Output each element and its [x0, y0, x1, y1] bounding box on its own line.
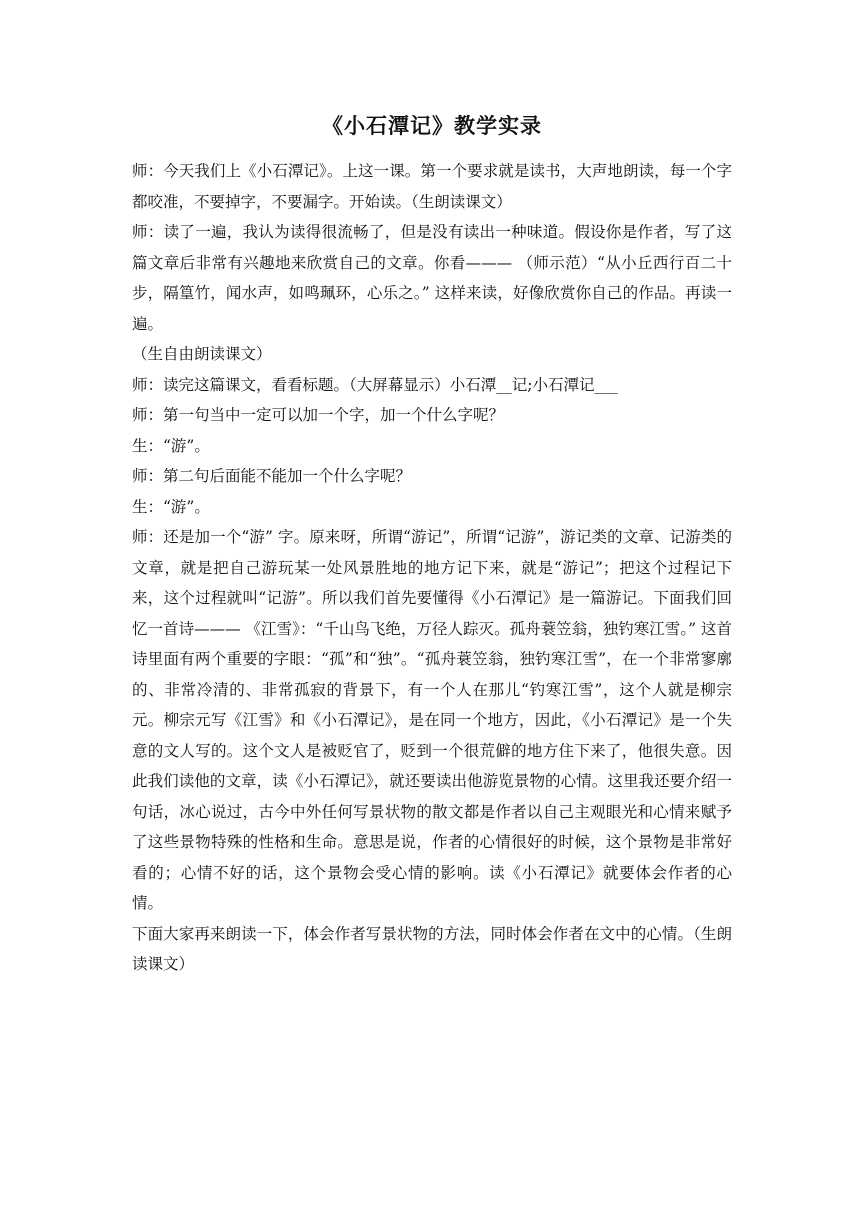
- paragraph-1: 师：今天我们上《小石潭记》。上这一课。第一个要求就是读书，大声地朗读，每一个字都咬准，不要掉字，不要漏字。开始读。（生朗读课文）: [132, 162, 732, 211]
- document-page: [132, 110, 732, 980]
- paragraph-3: （生自由朗读课文）: [132, 345, 272, 363]
- paragraph-7: 师：第二句后面能不能加一个什么字呢？: [132, 467, 412, 485]
- paragraph-9: 师：还是加一个“游” 字。原来呀，所谓“游记”，所谓“记游”，游记类的文章、记游类的文章，就是把自己游玩某一处风景胜地的地方记下来，就是“游记”；把这个过程记下来，这个过程就叫“记游”。所以我们首先要懂得《小石潭记》是一篇游记。下面我们回忆一首诗——— 《江雪》：“千山鸟飞绝，万径人踪灭。孤舟蓑笠翁，独钓寒江雪。” 这首诗里面有两个重要的字眼：“孤”和“独”。“孤舟蓑笠翁，独钓寒江雪”，在一个非常寥廓的、非常冷清的、非常孤寂的背景下，有一个人在那儿“钓寒江雪”，这个人就是柳宗元。柳宗元写《江雪》和《小石潭记》，是在同一个地方，因此，《小石潭记》是一个失意的文人写的。这个文人是被贬官了，贬到一个很荒僻的地方住下来了，他很失意。因此我们读他的文章，读《小石潭记》，就还要读出他游览景物的心情。这里我还要介绍一句话，冰心说过，古今中外任何写景状物的散文都是作者以自己主观眼光和心情来赋予了这些景物特殊的性格和生命。意思是说，作者的心情很好的时候，这个景物是非常好看的；心情不好的话，这个景物会受心情的影响。读《小石潭记》就要体会作者的心情。: [132, 528, 732, 912]
- paragraph-10: 下面大家再来朗读一下，体会作者写景状物的方法，同时体会作者在文中的心情。（生朗读课文）: [132, 924, 732, 973]
- paragraph-6: 生：“游”。: [132, 436, 210, 455]
- document-title: 《小石潭记》教学实录: [322, 113, 542, 138]
- paragraph-5: 师：第一句当中一定可以加一个字，加一个什么字呢？: [132, 406, 505, 424]
- paragraph-2: 师：读了一遍，我认为读得很流畅了，但是没有读出一种味道。假设你是作者，写了这篇文章后非常有兴趣地来欣赏自己的文章。你看——— （师示范）“从小丘西行百二十步，隔篁竹，闻水声，如鸣珮环，心乐之。” 这样来读，好像欣赏你自己的作品。再读一遍。: [132, 223, 732, 333]
- paragraph-8: 生：“游”。: [132, 497, 210, 516]
- paragraph-4: 师：读完这篇课文，看看标题。（大屏幕显示）小石潭__记;小石潭记___: [132, 375, 618, 394]
